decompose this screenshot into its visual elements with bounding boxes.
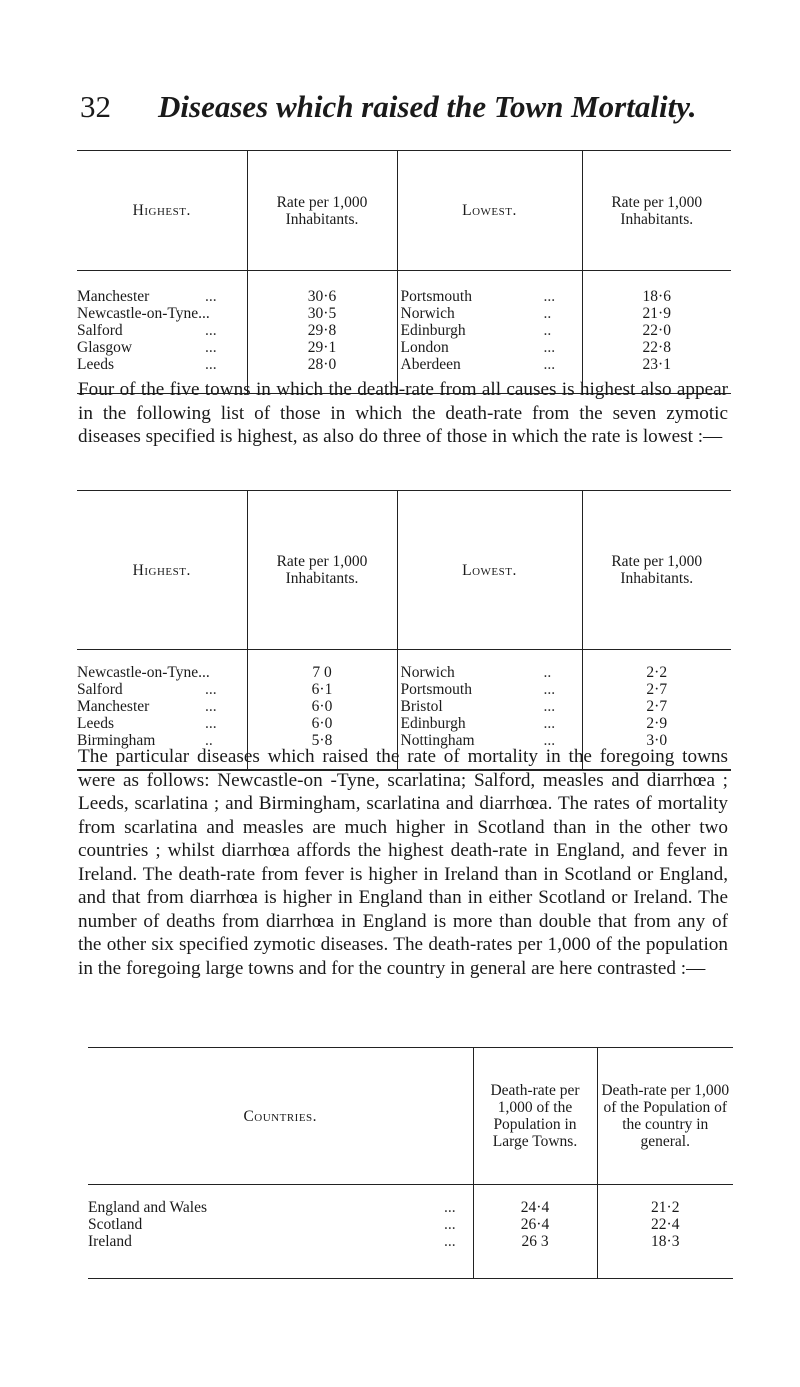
town-name: Glasgow bbox=[77, 339, 133, 356]
leader-dots: ... bbox=[205, 681, 217, 698]
col-header-countries: Countries. bbox=[88, 1048, 473, 1185]
rate-value: 21·9 bbox=[642, 305, 671, 322]
leader-dots: ... bbox=[444, 1233, 456, 1250]
leader-dots: ... bbox=[444, 1216, 456, 1233]
country-name: Scotland bbox=[88, 1216, 143, 1233]
town-name: Newcastle-on-Tyne... bbox=[77, 305, 210, 322]
country-name-cell bbox=[88, 1233, 473, 1279]
leader-dots: ... bbox=[205, 339, 217, 356]
table-row bbox=[77, 698, 731, 715]
rate-value: 28·0 bbox=[247, 356, 397, 394]
town-name: Salford bbox=[77, 681, 123, 698]
table-total-death-rates bbox=[77, 150, 731, 394]
town-name: Leeds bbox=[77, 715, 115, 732]
rate-value: 7 0 bbox=[247, 650, 397, 682]
country-name-cell bbox=[88, 1216, 473, 1233]
town-name: Norwich bbox=[400, 305, 455, 322]
town-name: London bbox=[400, 339, 449, 356]
table-row bbox=[88, 1185, 733, 1217]
table-row bbox=[77, 681, 731, 698]
rate-large-towns: 26·4 bbox=[473, 1216, 597, 1233]
leader-dots: ... bbox=[205, 698, 217, 715]
page-header bbox=[80, 85, 740, 129]
leader-dots: ... bbox=[543, 732, 556, 749]
rate-value: 2·7 bbox=[646, 681, 668, 698]
town-name: Bristol bbox=[400, 698, 443, 715]
town-name: Nottingham bbox=[400, 732, 475, 749]
table-row bbox=[77, 339, 731, 356]
town-name-cell bbox=[397, 698, 582, 715]
table-row bbox=[77, 322, 731, 339]
town-name-cell bbox=[77, 339, 247, 356]
rate-value: 22·8 bbox=[642, 339, 671, 356]
rate-value: 5·8 bbox=[247, 732, 397, 770]
leader-dots: ... bbox=[543, 339, 556, 356]
leader-dots: ... bbox=[205, 322, 217, 339]
rate-value: 2·7 bbox=[646, 698, 668, 715]
rate-value: 22·0 bbox=[642, 322, 671, 339]
rate-value: 6·1 bbox=[247, 681, 397, 698]
running-title: Diseases which raised the Town Mortality. bbox=[158, 89, 697, 124]
town-name-cell bbox=[77, 698, 247, 715]
town-name-cell bbox=[77, 650, 247, 682]
leader-dots: ... bbox=[543, 288, 556, 305]
table-row bbox=[77, 650, 731, 682]
page-number: 32 bbox=[80, 89, 111, 124]
leader-dots: ... bbox=[543, 698, 556, 715]
rate-general: 21·2 bbox=[651, 1199, 680, 1216]
country-name: Ireland bbox=[88, 1233, 132, 1250]
town-name: Portsmouth bbox=[400, 681, 472, 698]
rate-large-towns: 24·4 bbox=[473, 1185, 597, 1217]
town-name: Manchester bbox=[77, 698, 150, 715]
country-name-cell bbox=[88, 1185, 473, 1217]
leader-dots: ... bbox=[205, 715, 217, 732]
town-name-cell bbox=[397, 339, 582, 356]
leader-dots: .. bbox=[543, 305, 552, 322]
town-name: Portsmouth bbox=[400, 288, 472, 305]
town-name-cell bbox=[397, 650, 582, 682]
rate-value: 3·0 bbox=[646, 732, 668, 749]
rate-value: 30·5 bbox=[247, 305, 397, 322]
town-name: Aberdeen bbox=[400, 356, 461, 373]
town-name: Salford bbox=[77, 322, 123, 339]
rate-value: 23·1 bbox=[642, 356, 671, 373]
table-row bbox=[77, 271, 731, 306]
rate-large-towns: 26 3 bbox=[473, 1233, 597, 1279]
table-row bbox=[88, 1233, 733, 1279]
col-header-highest: Highest. bbox=[77, 151, 247, 271]
town-name: Birmingham bbox=[77, 732, 156, 749]
town-name: Manchester bbox=[77, 288, 150, 305]
paragraph-particular-diseases: The particular diseases which raised the rate of mortality in the foregoing towns were as follows: Newcastle-on -Tyne, scarlatina; Salford, measles and diarrhœa ; Leeds, scarlatina ; and Birmingham, scarlatina and diarrhœa. The rates of mortality from scarlatina and measles are much higher in Scotland than in the other two countries ; whilst diarrhœa affords the highest death-rate in England, and fever in Ireland. The death-rate from fever is higher in Ireland than in Scotland or England, and that from diarrhœa is higher in England than in either Scotland or Ireland. The number of deaths from diarrhœa in England is more than double that from any of the other six specified zymotic diseases. The death-rates per 1,000 of the population in the foregoing large towns and for the country in general are here contrasted :— bbox=[78, 746, 728, 979]
town-name-cell bbox=[77, 322, 247, 339]
rate-value: 2·2 bbox=[646, 664, 668, 681]
rate-value: 6·0 bbox=[247, 698, 397, 715]
town-name: Edinburgh bbox=[400, 715, 466, 732]
leader-dots: .. bbox=[543, 322, 552, 339]
col-header-rate: Rate per 1,000 Inhabitants. bbox=[582, 151, 731, 271]
town-name: Newcastle-on-Tyne... bbox=[77, 664, 210, 681]
town-name: Norwich bbox=[400, 664, 455, 681]
col-header-lowest: Lowest. bbox=[397, 491, 582, 650]
town-name-cell bbox=[397, 715, 582, 732]
town-name-cell bbox=[397, 305, 582, 322]
table-row bbox=[77, 715, 731, 732]
town-name: Edinburgh bbox=[400, 322, 466, 339]
town-name: Leeds bbox=[77, 356, 115, 373]
leader-dots: .. bbox=[205, 732, 213, 749]
leader-dots: ... bbox=[543, 715, 556, 732]
col-header-rate: Rate per 1,000 Inhabitants. bbox=[247, 491, 397, 650]
leader-dots: ... bbox=[205, 288, 217, 305]
table-country-death-rates bbox=[88, 1047, 733, 1279]
col-header-large-towns: Death-rate per 1,000 of the Population in Large Towns. bbox=[473, 1048, 597, 1185]
town-name-cell bbox=[77, 681, 247, 698]
leader-dots: ... bbox=[205, 356, 217, 373]
rate-value: 6·0 bbox=[247, 715, 397, 732]
table-zymotic-death-rates bbox=[77, 490, 731, 771]
col-header-general: Death-rate per 1,000 of the Population of the country in general. bbox=[597, 1048, 733, 1185]
table-row bbox=[88, 1216, 733, 1233]
town-name-cell bbox=[77, 305, 247, 322]
town-name-cell bbox=[77, 715, 247, 732]
rate-value: 2·9 bbox=[646, 715, 668, 732]
town-name-cell bbox=[397, 681, 582, 698]
col-header-lowest: Lowest. bbox=[397, 151, 582, 271]
rate-value: 29·1 bbox=[247, 339, 397, 356]
town-name-cell bbox=[397, 271, 582, 306]
col-header-rate: Rate per 1,000 Inhabitants. bbox=[247, 151, 397, 271]
paragraph-zymotic-intro: Four of the five towns in which the death-rate from all causes is highest also appear in the following list of those in which the death-rate from the seven zymotic diseases specified is highest, as also do three of those in which the rate is lowest :— bbox=[78, 379, 728, 447]
leader-dots: ... bbox=[543, 681, 556, 698]
leader-dots: ... bbox=[444, 1199, 456, 1216]
table-row bbox=[77, 305, 731, 322]
col-header-rate: Rate per 1,000 Inhabitants. bbox=[582, 491, 731, 650]
town-name-cell bbox=[77, 271, 247, 306]
rate-general: 22·4 bbox=[651, 1216, 680, 1233]
col-header-highest: Highest. bbox=[77, 491, 247, 650]
rate-value: 30·6 bbox=[247, 271, 397, 306]
leader-dots: ... bbox=[543, 356, 556, 373]
rate-value: 18·6 bbox=[642, 288, 671, 305]
leader-dots: .. bbox=[543, 664, 552, 681]
country-name: England and Wales bbox=[88, 1199, 207, 1216]
rate-value: 29·8 bbox=[247, 322, 397, 339]
rate-general: 18·3 bbox=[651, 1233, 680, 1250]
town-name-cell bbox=[397, 322, 582, 339]
